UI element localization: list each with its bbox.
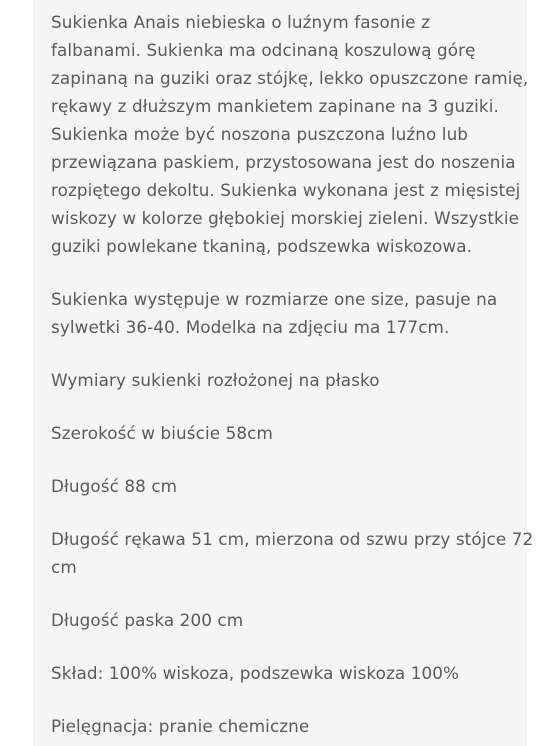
- description-line: zapinaną na guziki oraz stójkę, lekko opuszczone ramię,: [51, 68, 529, 88]
- description-line: przewiązana paskiem, przystosowana jest do noszenia: [51, 152, 516, 172]
- chest-width: [51, 419, 527, 447]
- sleeve-length-line: Długość rękawa 51 cm, mierzona od szwu przy stójce 72: [51, 529, 534, 549]
- description-line: Sukienka może być noszona puszczona luźno lub: [51, 124, 469, 144]
- care-instructions-text: Pielęgnacja: pranie chemiczne: [51, 716, 310, 736]
- description-line: wiskozy w kolorze głębokiej morskiej zieleni. Wszystkie: [51, 208, 520, 228]
- size-info-line: Sukienka występuje w rozmiarze one size, pasuje na: [51, 289, 498, 309]
- composition: [51, 659, 527, 687]
- description-line: rękawy z dłuższym mankietem zapinane na 3 guziki.: [51, 96, 499, 116]
- description-line: rozpiętego dekoltu. Sukienka wykonana jest z mięsistej: [51, 180, 521, 200]
- measurements-heading: [51, 366, 527, 394]
- belt-length: [51, 606, 527, 634]
- description-line: guziki powlekane tkaniną, podszewka wiskozowa.: [51, 236, 473, 256]
- measurements-heading-text: Wymiary sukienki rozłożonej na płasko: [51, 370, 380, 390]
- sleeve-length-line: cm: [51, 557, 77, 577]
- product-description-panel: [33, 0, 534, 746]
- belt-length-text: Długość paska 200 cm: [51, 610, 244, 630]
- size-info-line: sylwetki 36-40. Modelka na zdjęciu ma 177cm.: [51, 317, 450, 337]
- product-description: [51, 8, 529, 260]
- composition-text: Skład: 100% wiskoza, podszewka wiskoza 100%: [51, 663, 460, 683]
- care-instructions: [51, 712, 527, 740]
- dress-length-text: Długość 88 cm: [51, 476, 178, 496]
- description-line: Sukienka Anais niebieska o luźnym fasonie z: [51, 12, 431, 32]
- chest-width-text: Szerokość w biuście 58cm: [51, 423, 273, 443]
- dress-length: [51, 472, 527, 500]
- size-info: [51, 285, 498, 341]
- sleeve-length: [51, 525, 534, 581]
- description-line: falbanami. Sukienka ma odcinaną koszulową górę: [51, 40, 476, 60]
